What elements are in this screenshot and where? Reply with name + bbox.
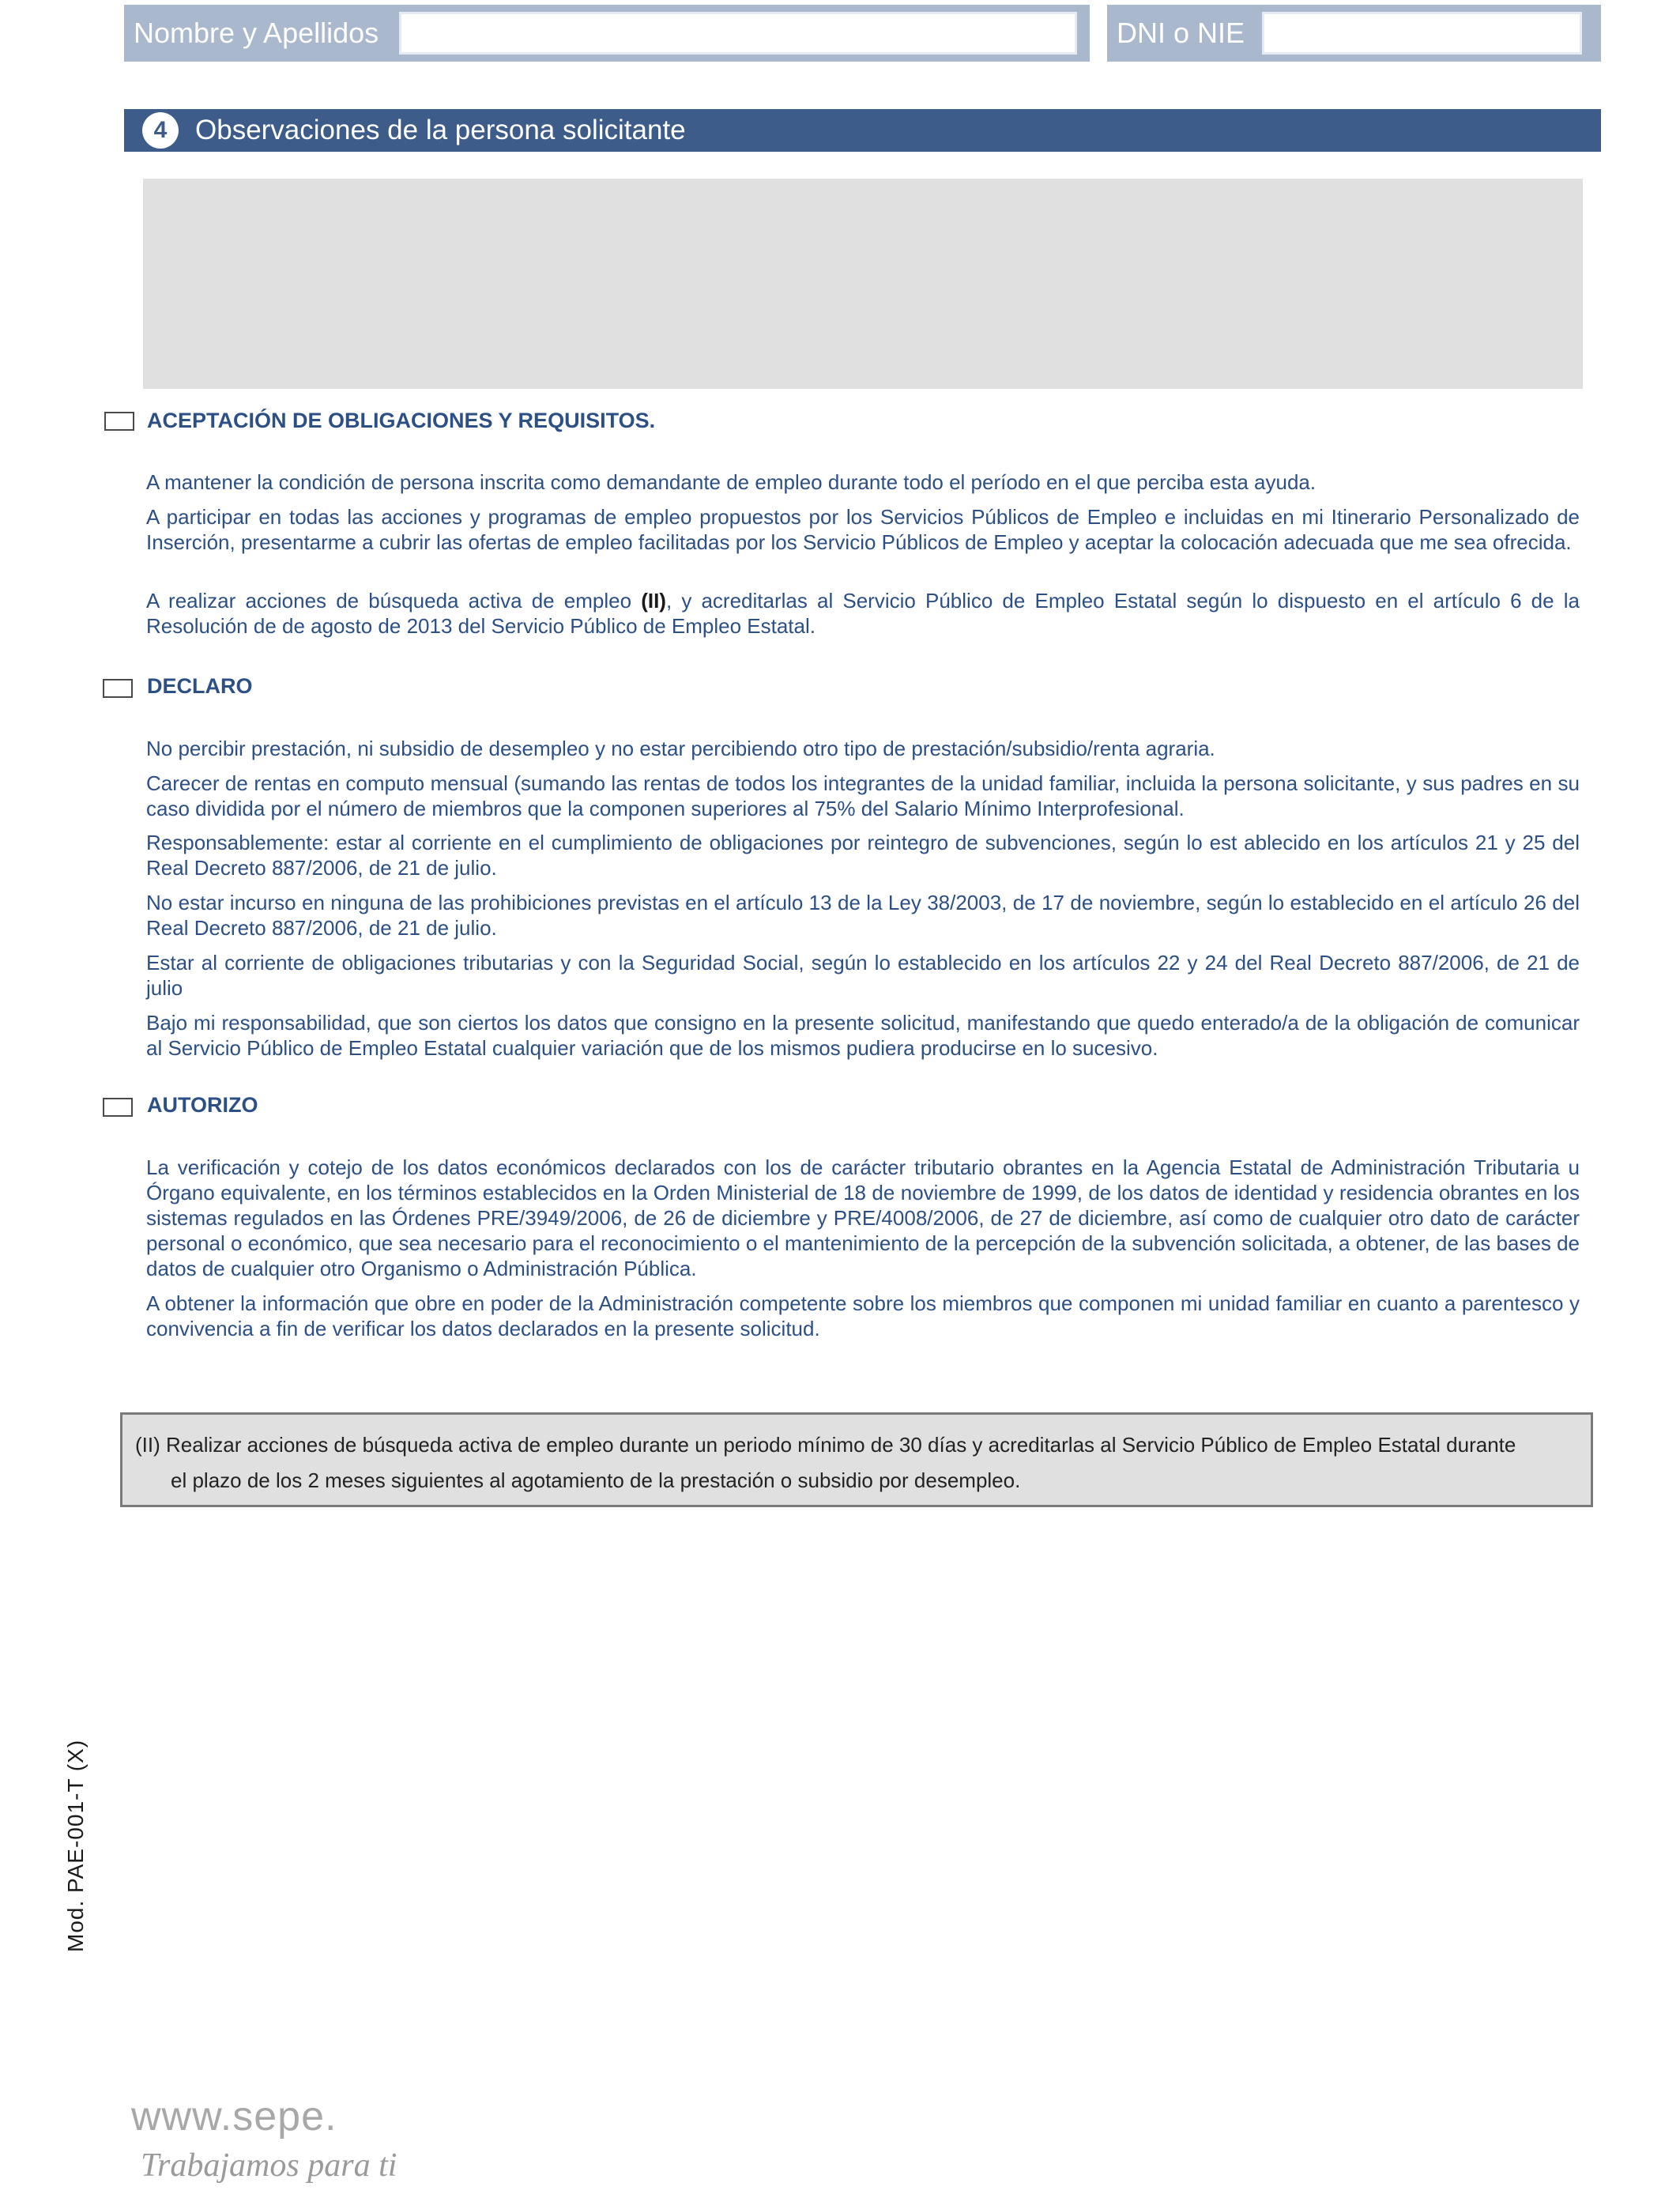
aceptacion-paragraph-2: A participar en todas las acciones y programas de empleo propuestos por los Servicios Públicos de Empleo e incluidas en mi Itinerario Personalizado de Inserción, presentarme a cubrir las ofertas de empleo facilitadas por los Servicio Públicos de Empleo y aceptar la colocación adecuada que me sea ofrecida. [146,505,1580,554]
footnote-ref-label: (II) [135,1433,160,1457]
section-title: Observaciones de la persona solicitante [195,115,686,145]
aceptacion-paragraph-3: A realizar acciones de búsqueda activa de empleo (II), y acreditarlas al Servicio Público de Empleo Estatal según lo dispuesto en el artículo 6 de la Resolución de de agosto de 2013 del Servicio Público de Empleo Estatal. [146,589,1580,638]
declaro-paragraph-1: No percibir prestación, ni subsidio de desempleo y no estar percibiendo otro tipo de prestación/subsidio/renta agraria. [146,737,1215,760]
aceptacion-checkbox[interactable] [104,412,134,431]
observations-textarea[interactable] [143,179,1583,389]
autorizo-paragraph-2: A obtener la información que obre en poder de la Administración competente sobre los miembros que componen mi unidad familiar en cuanto a parentesco y convivencia a fin de verificar los datos declarados en la presente solicitud. [146,1291,1580,1340]
name-bar [124,5,1090,62]
aceptacion-paragraph-1: A mantener la condición de persona inscrita como demandante de empleo durante todo el período en el que perciba esta ayuda. [146,470,1317,494]
section-number-badge: 4 [145,115,176,146]
form-code: Mod. PAE-001-T (X) [63,1739,88,1952]
sepe-logo-url: www.sepe. [131,2094,337,2139]
declaro-paragraph-3: Responsablemente: estar al corriente en el cumplimiento de obligaciones por reintegro de subvenciones, según lo est ablecido en los artículos 21 y 25 del Real Decreto 887/2006, de 21 de julio. [146,831,1580,880]
dni-label: DNI o NIE [1117,17,1245,49]
footnote-text: (II) Realizar acciones de búsqueda activa de empleo durante un periodo mínimo de 30 días y acreditarlas al Servicio Público de Empleo Estatal durante el plazo de los 2 meses siguientes al agotamiento de la prestación o subsidio por desempleo. [135,1433,1516,1492]
declaro-paragraph-2: Carecer de rentas en computo mensual (sumando las rentas de todos los integrantes de la unidad familiar, incluida la persona solicitante, y sus padres en su caso dividida por el número de miembros que la componen superiores al 75% del Salario Mínimo Interprofesional. [146,771,1580,820]
autorizo-checkbox[interactable] [103,1098,133,1117]
dni-input[interactable] [1262,12,1582,55]
name-label: Nombre y Apellidos [134,17,379,49]
autorizo-paragraph-1: La verificación y cotejo de los datos económicos declarados con los de carácter tributario obrantes en la Agencia Estatal de Administración Tributaria u Órgano equivalente, en los términos establecidos en la Orden Ministerial de 18 de noviembre de 1999, de los datos de identidad y residencia obrantes en los sistemas regulados en las Órdenes PRE/3949/2006, de 26 de diciembre y PRE/4008/2006, de 27 de diciembre, así como de cualquier otro dato de carácter personal o económico, que sea necesario para el reconocimiento o el mantenimiento de la percepción de la subvención solicitada, a obtener, de las bases de datos de cualquier otro Organismo o Administración Pública. [146,1155,1580,1280]
declaro-checkbox[interactable] [103,679,133,698]
autorizo-heading: AUTORIZO [147,1093,258,1117]
declaro-paragraph-4: No estar incurso en ninguna de las prohibiciones previstas en el artículo 13 de la Ley 38/2003, de 17 de noviembre, según lo establecido en el artículo 26 del Real Decreto 887/2006, de 21 de julio. [146,891,1580,940]
dni-bar [1107,5,1601,62]
section-header [124,109,1601,152]
name-input[interactable] [399,12,1077,55]
aceptacion-heading: ACEPTACIÓN DE OBLIGACIONES Y REQUISITOS. [147,409,656,432]
footnote-box [120,1412,1593,1507]
footnote-ref: (II) [641,589,666,613]
declaro-paragraph-6: Bajo mi responsabilidad, que son ciertos los datos que consigno en la presente solicitud, manifestando que quedo enterado/a de la obligación de comunicar al Servicio Público de Empleo Estatal cualquier variación que de los mismos pudiera producirse en lo sucesivo. [146,1011,1580,1060]
declaro-heading: DECLARO [147,674,253,698]
sepe-logo-slogan: Trabajamos para ti [141,2147,397,2184]
declaro-paragraph-5: Estar al corriente de obligaciones tributarias y con la Seguridad Social, según lo establecido en los artículos 22 y 24 del Real Decreto 887/2006, de 21 de julio [146,951,1580,1000]
